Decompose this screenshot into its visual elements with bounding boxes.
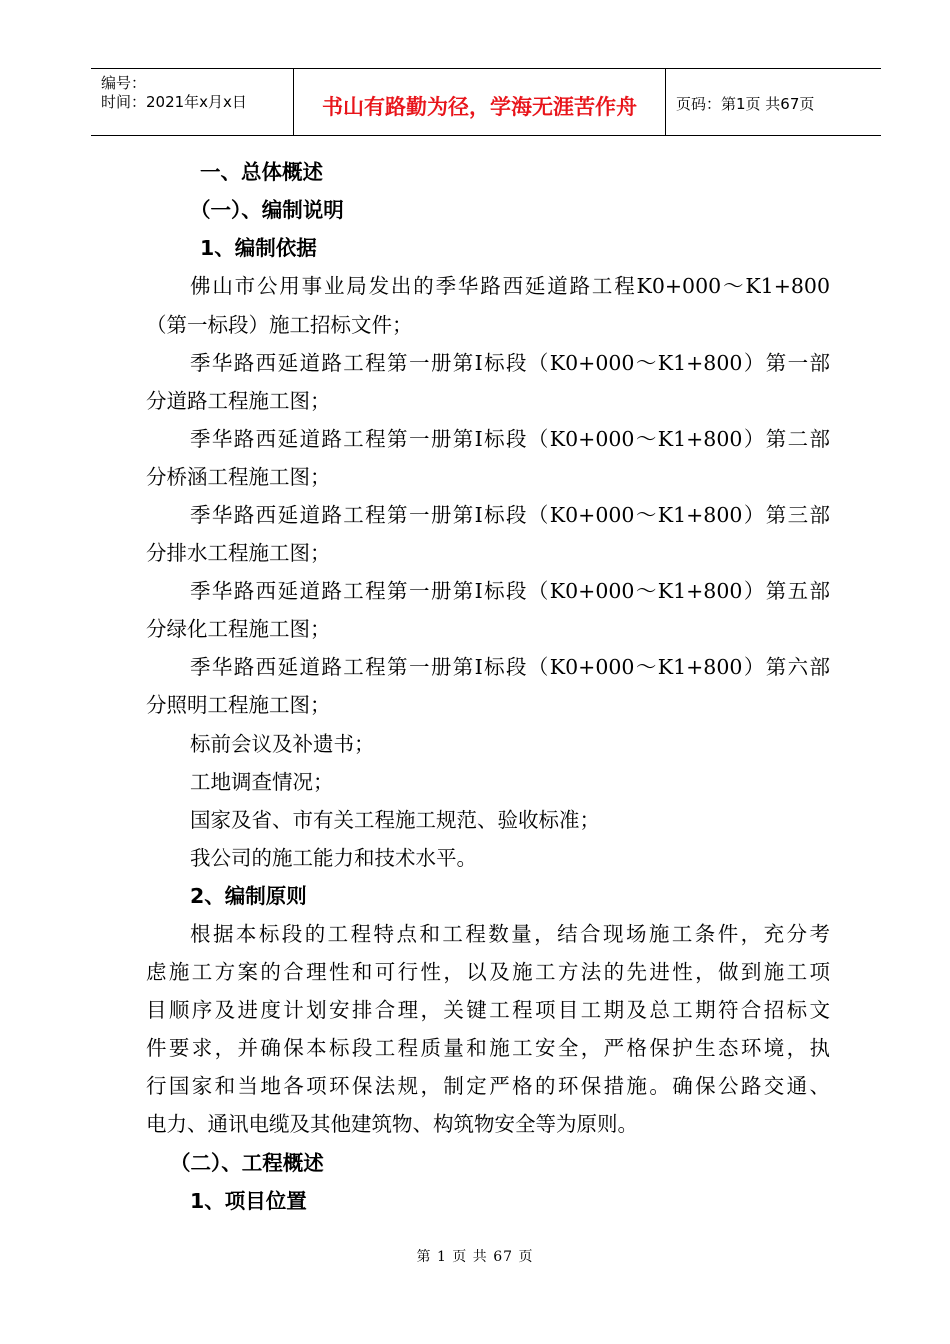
basis-item-1-line2: （第一标段）施工招标文件； <box>146 313 413 337</box>
header-left-cell <box>91 69 293 135</box>
principle-line-1: 根据本标段的工程特点和工程数量，结合现场施工条件，充分考 <box>190 922 830 946</box>
basis-item-3-line1: 季华路西延道路工程第一册第Ⅰ标段（K0+000～K1+800）第二部 <box>190 427 830 451</box>
item-heading-location: 1、项目位置 <box>190 1189 307 1213</box>
principle-line-6: 电力、通讯电缆及其他建筑物、构筑物安全等为原则。 <box>146 1112 638 1136</box>
basis-item-1-line1: 佛山市公用事业局发出的季华路西延道路工程K0+000～K1+800 <box>190 274 830 298</box>
basis-item-5-line1: 季华路西延道路工程第一册第Ⅰ标段（K0+000～K1+800）第五部 <box>190 579 830 603</box>
subsection-heading-2: （二）、工程概述 <box>170 1151 324 1175</box>
basis-item-6-line1: 季华路西延道路工程第一册第Ⅰ标段（K0+000～K1+800）第六部 <box>190 655 830 679</box>
document-header <box>91 68 881 136</box>
time-label: 时间：2021年x月x日 <box>101 93 247 111</box>
header-motto: 书山有路勤为径，学海无涯苦作舟 <box>322 95 637 119</box>
section-heading-1: 一、总体概述 <box>200 160 323 184</box>
header-middle-cell <box>293 69 666 135</box>
basis-item-4-line1: 季华路西延道路工程第一册第Ⅰ标段（K0+000～K1+800）第三部 <box>190 503 830 527</box>
basis-item-10: 我公司的施工能力和技术水平。 <box>190 846 477 870</box>
header-right-cell <box>666 69 881 135</box>
basis-item-7: 标前会议及补遗书； <box>190 732 375 756</box>
basis-item-6-line2: 分照明工程施工图； <box>146 693 331 717</box>
principle-line-3: 目顺序及进度计划安排合理，关键工程项目工期及总工期符合招标文 <box>146 998 830 1022</box>
basis-item-8: 工地调查情况； <box>190 770 334 794</box>
item-heading-basis: 1、编制依据 <box>200 236 317 260</box>
basis-item-2-line1: 季华路西延道路工程第一册第Ⅰ标段（K0+000～K1+800）第一部 <box>190 351 830 375</box>
basis-item-4-line2: 分排水工程施工图； <box>146 541 331 565</box>
subsection-heading-1: （一）、编制说明 <box>190 198 344 222</box>
principle-line-4: 件要求，并确保本标段工程质量和施工安全，严格保护生态环境，执 <box>146 1036 830 1060</box>
basis-item-5-line2: 分绿化工程施工图； <box>146 617 331 641</box>
item-heading-principle: 2、编制原则 <box>190 884 307 908</box>
header-page-code: 页码：第1页 共67页 <box>676 95 815 113</box>
basis-item-2-line2: 分道路工程施工图； <box>146 389 331 413</box>
basis-item-3-line2: 分桥涵工程施工图； <box>146 465 331 489</box>
serial-label: 编号： <box>101 74 147 92</box>
principle-line-2: 虑施工方案的合理性和可行性，以及施工方法的先进性，做到施工项 <box>146 960 830 984</box>
page-footer: 第 1 页 共 67 页 <box>416 1249 534 1265</box>
principle-line-5: 行国家和当地各项环保法规，制定严格的环保措施。确保公路交通、 <box>146 1074 830 1098</box>
basis-item-9: 国家及省、市有关工程施工规范、验收标准； <box>190 808 600 832</box>
